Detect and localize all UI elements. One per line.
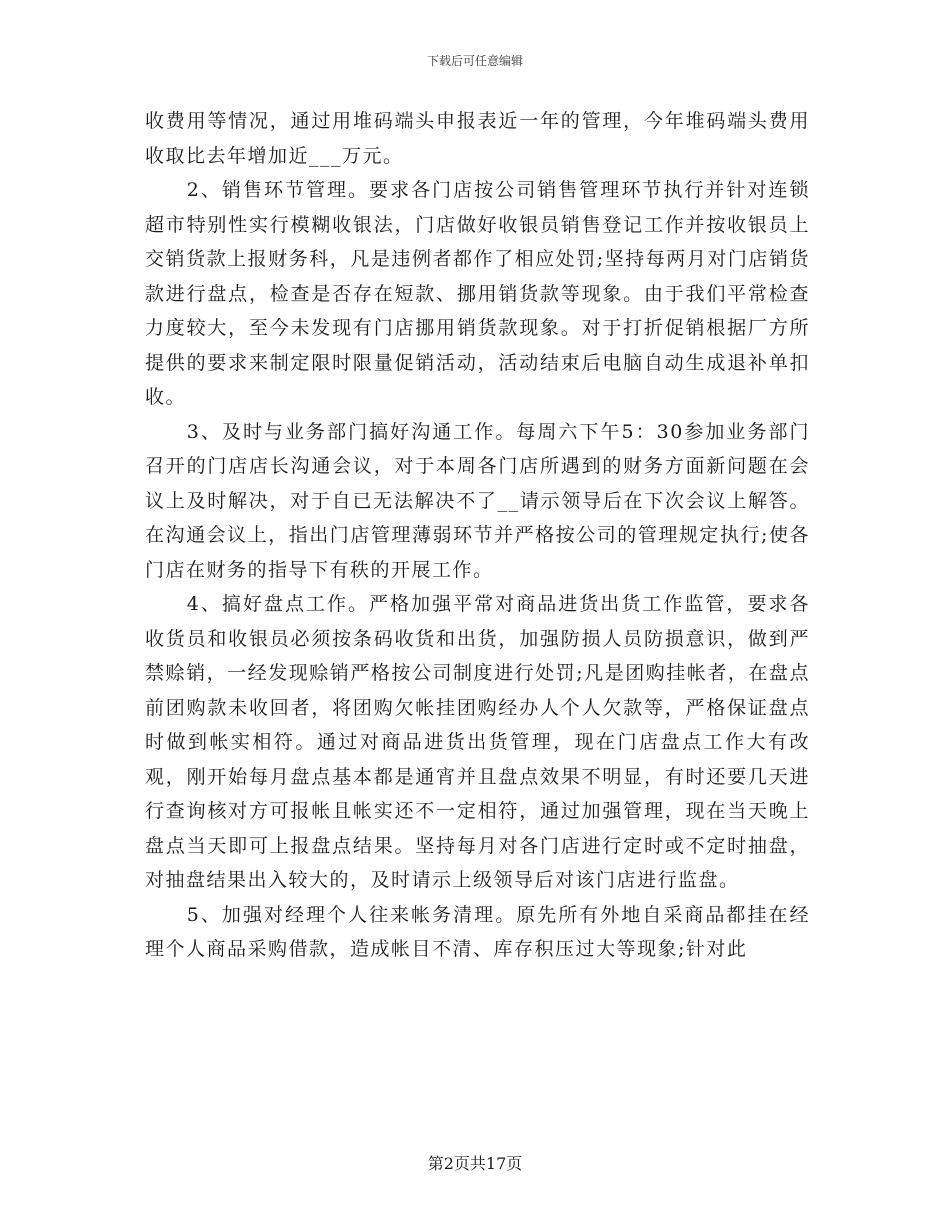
document-body [145, 104, 810, 967]
paragraph-sales-management: 2、销售环节管理。要求各门店按公司销售管理环节执行并针对连锁超市特别性实行模糊收银法，门店做好收银员销售登记工作并按收银员上交销货款上报财务科，凡是违例者都作了相应处罚;坚持每两月对门店销货款进行盘点，检查是否存在短款、挪用销货款等现象。由于我们平常检查力度较大，至今未发现有门店挪用销货款现象。对于打折促销根据厂方所提供的要求来制定限时限量促销活动，活动结束后电脑自动生成退补单扣收。 [145, 179, 810, 408]
paragraph-communication: 3、及时与业务部门搞好沟通工作。每周六下午5：30参加业务部门召开的门店店长沟通会议，对于本周各门店所遇到的财务方面新问题在会议上及时解决，对于自已无法解决不了__请示领导后在下次会议上解答。在沟通会议上，指出门店管理薄弱环节并严格按公司的管理规定执行;使各门店在财务的指导下有秩的开展工作。 [145, 420, 810, 581]
paragraph-continuation: 收费用等情况，通过用堆码端头申报表近一年的管理，今年堆码端头费用收取比去年增加近___万元。 [145, 110, 810, 167]
paragraph-inventory: 4、搞好盘点工作。严格加强平常对商品进货出货工作监管，要求各收货员和收银员必须按条码收货和出货，加强防损人员防损意识，做到严禁赊销，一经发现赊销严格按公司制度进行处罚;凡是团购挂帐者，在盘点前团购款未收回者，将团购欠帐挂团购经办人个人欠款等，严格保证盘点时做到帐实相符。通过对商品进货出货管理，现在门店盘点工作大有改观，刚开始每月盘点基本都是通宵并且盘点效果不明显，有时还要几天进行查询核对方可报帐且帐实还不一定相符，通过加强管理，现在当天晚上盘点当天即可上报盘点结果。坚持每月对各门店进行定时或不定时抽盘，对抽盘结果出入较大的，及时请示上级领导后对该门店进行监盘。 [145, 593, 810, 891]
paragraph-account-cleanup: 5、加强对经理个人往来帐务清理。原先所有外地自采商品都挂在经理个人商品采购借款，造成帐目不清、库存积压过大等现象;针对此 [145, 903, 810, 960]
page-number: 第2页共17页 [427, 1154, 523, 1173]
page-header: 下载后可任意编辑 [426, 54, 523, 68]
